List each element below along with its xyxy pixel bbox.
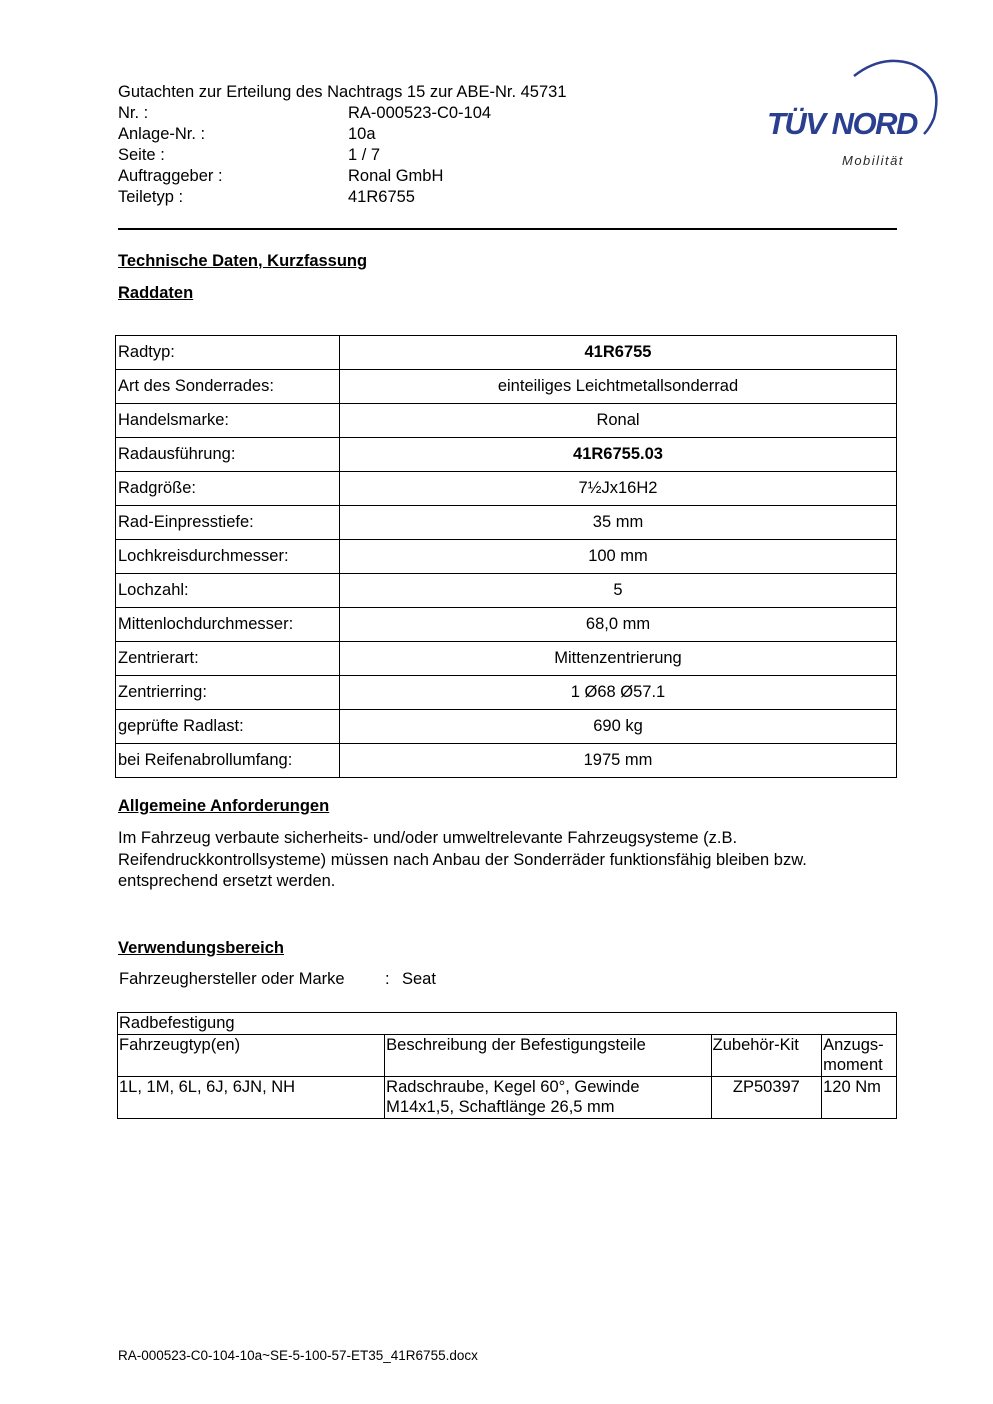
verwendung-separator: : (385, 970, 390, 988)
table-row (116, 676, 897, 710)
header-anzugsmoment-line1: Anzugs- (823, 1035, 884, 1054)
header-zubehoer-kit: Zubehör-Kit (711, 1034, 821, 1076)
header-anzugsmoment-line2: moment (823, 1056, 883, 1074)
raddaten-value: 7½Jx16H2 (340, 472, 897, 506)
table-row (116, 472, 897, 506)
cell-zubehoer-kit: ZP50397 (711, 1076, 821, 1118)
raddaten-value: einteiliges Leichtmetallsonderrad (340, 370, 897, 404)
meta-label: Teiletyp : (118, 188, 184, 206)
verwendung-value: Seat (402, 970, 436, 988)
cell-beschreibung (385, 1076, 711, 1118)
raddaten-label: Radausführung: (116, 438, 340, 472)
raddaten-value: 1 Ø68 Ø57.1 (340, 676, 897, 710)
cell-fahrzeugtyp: 1L, 1M, 6L, 6J, 6JN, NH (118, 1076, 385, 1118)
table-header-row (118, 1034, 897, 1076)
meta-label: Seite : (118, 146, 165, 164)
header-beschreibung: Beschreibung der Befestigungsteile (385, 1034, 711, 1076)
raddaten-value: 690 kg (340, 710, 897, 744)
raddaten-value: 100 mm (340, 540, 897, 574)
raddaten-label: Rad-Einpresstiefe: (116, 506, 340, 540)
footer-filename: RA-000523-C0-104-10a~SE-5-100-57-ET35_41R6755.docx (118, 1348, 478, 1363)
raddaten-value: 35 mm (340, 506, 897, 540)
section-heading-technische-daten: Technische Daten, Kurzfassung (118, 252, 368, 270)
table-row (116, 404, 897, 438)
header-fahrzeugtyp: Fahrzeugtyp(en) (118, 1034, 385, 1076)
cell-beschreibung-line1: Radschraube, Kegel 60°, Gewinde (386, 1077, 640, 1096)
raddaten-label: Zentrierring: (116, 676, 340, 710)
document-title: Gutachten zur Erteilung des Nachtrags 15 zur ABE-Nr. 45731 (118, 83, 567, 101)
section-heading-raddaten: Raddaten (118, 284, 194, 302)
raddaten-label: Lochkreisdurchmesser: (116, 540, 340, 574)
verwendung-label: Fahrzeughersteller oder Marke (119, 970, 345, 988)
meta-value: 41R6755 (348, 188, 415, 206)
allgemeine-text: Im Fahrzeug verbaute sicherheits- und/oder umweltrelevante Fahrzeugsysteme (z.B. Reifendruckkontrollsysteme) müssen nach Anbau der Sonderräder funktionsfähig bleiben bzw. entsprechend ersetzt werden. (118, 829, 807, 890)
table-row (116, 608, 897, 642)
raddaten-value: 1975 mm (340, 744, 897, 778)
logo-wordmark: TÜV NORD (767, 106, 917, 141)
radbefestigung-caption: Radbefestigung (118, 1013, 897, 1035)
meta-label: Nr. : (118, 104, 149, 122)
logo-subtitle: Mobilität (842, 153, 904, 168)
raddaten-label: Radgröße: (116, 472, 340, 506)
meta-label: Anlage-Nr. : (118, 125, 206, 143)
table-row (116, 336, 897, 370)
meta-label: Auftraggeber : (118, 167, 223, 185)
raddaten-value: 5 (340, 574, 897, 608)
radbefestigung-table (117, 1012, 897, 1119)
table-row (116, 540, 897, 574)
section-heading-allgemeine: Allgemeine Anforderungen (118, 797, 330, 815)
section-heading-verwendung: Verwendungsbereich (118, 939, 284, 957)
raddaten-label: Mittenlochdurchmesser: (116, 608, 340, 642)
raddaten-table (115, 335, 897, 778)
table-row (116, 438, 897, 472)
raddaten-label: Zentrierart: (116, 642, 340, 676)
raddaten-label: geprüfte Radlast: (116, 710, 340, 744)
raddaten-value: Mittenzentrierung (340, 642, 897, 676)
table-row (116, 744, 897, 778)
table-caption-row (118, 1013, 897, 1035)
table-row (116, 506, 897, 540)
meta-value: Ronal GmbH (348, 167, 444, 185)
cell-beschreibung-line2: M14x1,5, Schaftlänge 26,5 mm (386, 1098, 615, 1116)
header-anzugsmoment (822, 1034, 897, 1076)
raddaten-value: Ronal (340, 404, 897, 438)
table-row (116, 642, 897, 676)
table-row (116, 370, 897, 404)
raddaten-value: 68,0 mm (340, 608, 897, 642)
header-divider (118, 228, 897, 230)
raddaten-label: bei Reifenabrollumfang: (116, 744, 340, 778)
table-row (116, 574, 897, 608)
raddaten-label: Handelsmarke: (116, 404, 340, 438)
tuev-nord-logo (762, 56, 942, 176)
raddaten-label: Radtyp: (116, 336, 340, 370)
cell-anzugsmoment: 120 Nm (822, 1076, 897, 1118)
table-row (116, 710, 897, 744)
raddaten-value: 41R6755 (340, 336, 897, 370)
raddaten-value: 41R6755.03 (340, 438, 897, 472)
meta-value: RA-000523-C0-104 (348, 104, 492, 122)
raddaten-label: Lochzahl: (116, 574, 340, 608)
raddaten-label: Art des Sonderrades: (116, 370, 340, 404)
meta-value: 1 / 7 (348, 146, 381, 164)
meta-value: 10a (348, 125, 376, 143)
table-row (118, 1076, 897, 1118)
